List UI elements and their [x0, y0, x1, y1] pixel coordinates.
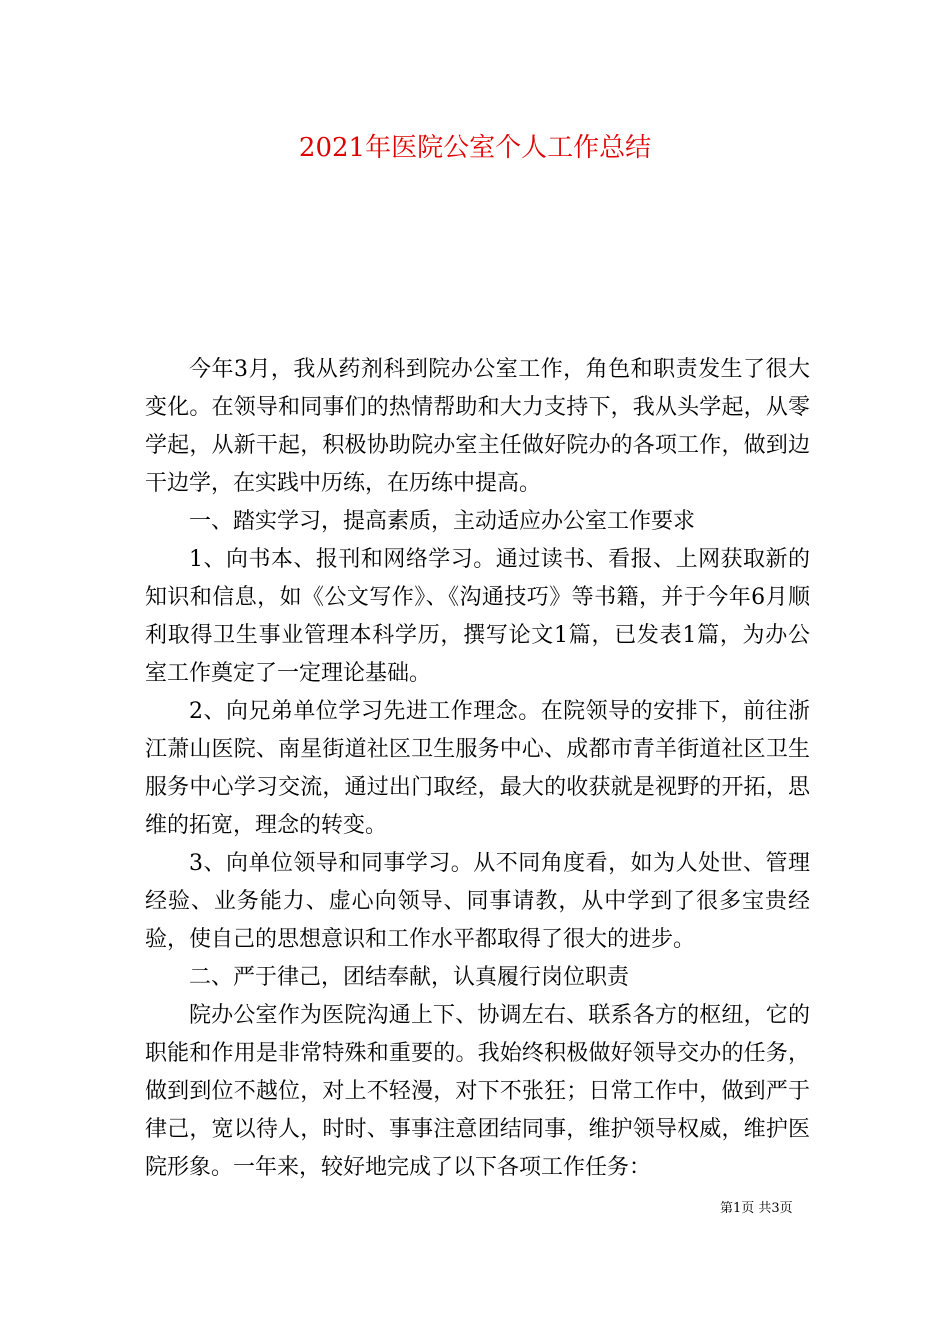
document-body: [145, 351, 810, 1187]
document-title: 2021年医院公室个人工作总结: [298, 133, 652, 163]
page-number-footer: 第1页 共3页: [720, 1201, 793, 1216]
paragraph-intro: 今年3月，我从药剂科到院办公室工作，角色和职责发生了很大变化。在领导和同事们的热情帮助和大力支持下，我从头学起，从零学起，从新干起，积极协助院办室主任做好院办的各项工作，做到边干边学，在实践中历练，在历练中提高。: [145, 357, 810, 496]
section-heading-2: 二、严于律己，团结奉献，认真履行岗位职责: [189, 965, 630, 990]
paragraph-office-role: 院办公室作为医院沟通上下、协调左右、联系各方的枢纽，它的职能和作用是非常特殊和重要的。我始终积极做好领导交办的任务，做到到位不越位，对上不轻漫，对下不张狂；日常工作中，做到严于律己，宽以待人，时时、事事注意团结同事，维护领导权威，维护医院形象。一年来，较好地完成了以下各项工作任务：: [145, 1003, 810, 1180]
paragraph-item-3: 3、向单位领导和同事学习。从不同角度看，如为人处世、管理经验、业务能力、虚心向领导、同事请教，从中学到了很多宝贵经验，使自己的思想意识和工作水平都取得了很大的进步。: [145, 851, 810, 952]
paragraph-item-2: 2、向兄弟单位学习先进工作理念。在院领导的安排下，前往浙江萧山医院、南星街道社区卫生服务中心、成都市青羊街道社区卫生服务中心学习交流，通过出门取经，最大的收获就是视野的开拓，思维的拓宽，理念的转变。: [145, 699, 810, 838]
section-heading-1: 一、踏实学习，提高素质，主动适应办公室工作要求: [189, 509, 696, 534]
paragraph-item-1: 1、向书本、报刊和网络学习。通过读书、看报、上网获取新的知识和信息，如《公文写作》、《沟通技巧》等书籍，并于今年6月顺利取得卫生事业管理本科学历，撰写论文1篇，已发表1篇，为办公室工作奠定了一定理论基础。: [145, 547, 810, 686]
